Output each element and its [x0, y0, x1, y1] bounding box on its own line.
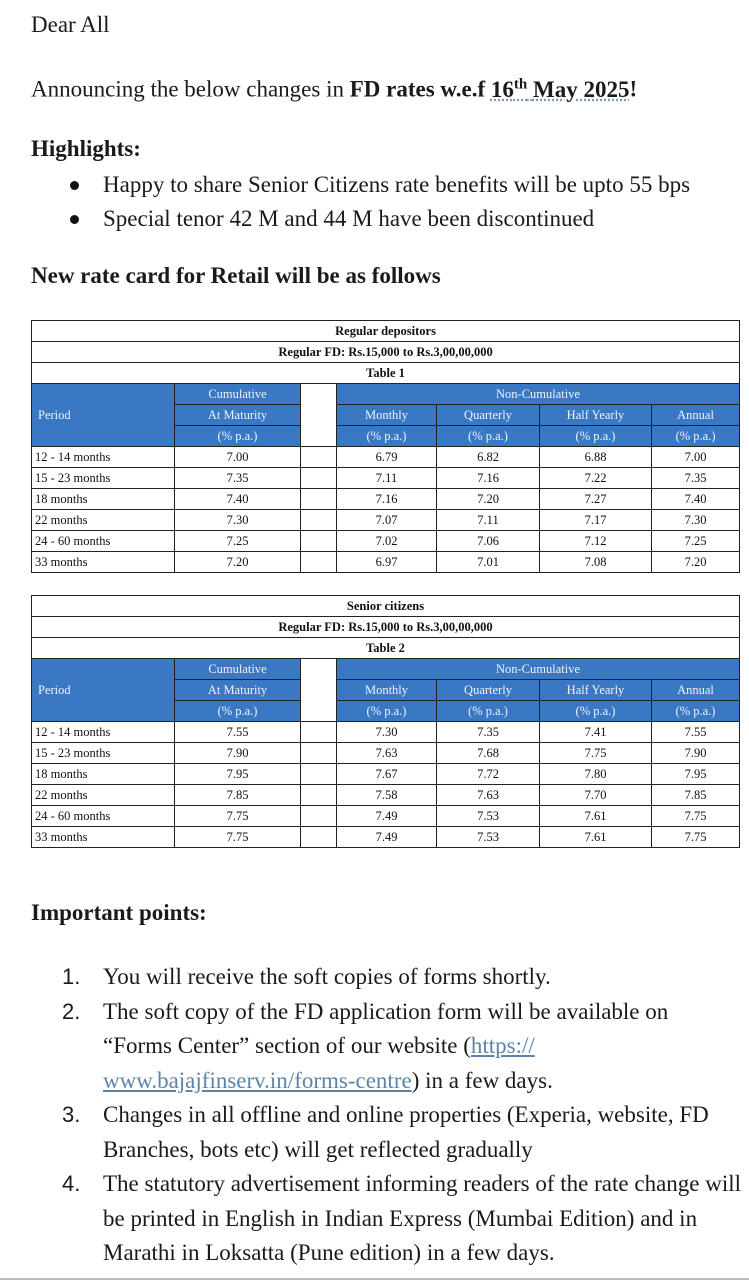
- important-point: 4. The statutory advertisement informing readers of the rate change will be printed in English in Indian Express (Mumbai Edition) and in Marathi in Loksatta (Pune edition) in a few days.: [62, 1167, 742, 1271]
- table-header1: Senior citizens: [32, 596, 740, 617]
- highlight-item: Happy to share Senior Citizens rate benefits will be upto 55 bps: [70, 168, 690, 202]
- col-at-maturity: At Maturity: [175, 405, 301, 426]
- table-header2: Regular FD: Rs.15,000 to Rs.3,00,00,000: [32, 617, 740, 638]
- col-monthly: Monthly: [337, 680, 437, 701]
- table-header3: Table 1: [32, 363, 740, 384]
- cell-period: 22 months: [32, 510, 175, 531]
- table-row: [32, 722, 740, 743]
- cell-half-yearly: 7.12: [540, 531, 652, 552]
- col-unit: (% p.a.): [437, 701, 540, 722]
- col-annual: Annual: [652, 680, 740, 701]
- highlights-list: [70, 168, 690, 236]
- cell-half-yearly: 7.61: [540, 827, 652, 848]
- cell-gap: [301, 552, 337, 573]
- cell-at-maturity: 7.55: [175, 722, 301, 743]
- col-gap: [301, 659, 337, 722]
- table-row: [32, 468, 740, 489]
- cell-half-yearly: 7.80: [540, 764, 652, 785]
- cell-period: 33 months: [32, 552, 175, 573]
- point-number: 2.: [62, 998, 81, 1024]
- cell-monthly: 7.07: [337, 510, 437, 531]
- cell-annual: 7.75: [652, 827, 740, 848]
- cell-annual: 7.25: [652, 531, 740, 552]
- point-number: 4.: [62, 1171, 81, 1196]
- table-header-row: [32, 321, 740, 342]
- point-number: 3.: [62, 1102, 81, 1127]
- col-unit: (% p.a.): [437, 426, 540, 447]
- cell-quarterly: 7.06: [437, 531, 540, 552]
- rate-card-title: New rate card for Retail will be as follows: [31, 263, 441, 288]
- cell-period: 22 months: [32, 785, 175, 806]
- cell-annual: 7.95: [652, 764, 740, 785]
- cell-period: 12 - 14 months: [32, 447, 175, 468]
- cell-gap: [301, 447, 337, 468]
- cell-period: 15 - 23 months: [32, 743, 175, 764]
- highlight-item: Special tenor 42 M and 44 M have been discontinued: [70, 202, 690, 236]
- cell-quarterly: 7.16: [437, 468, 540, 489]
- cell-quarterly: 7.68: [437, 743, 540, 764]
- announcement-bold: FD rates w.e.f 16th May 2025!: [349, 76, 638, 102]
- table-row: [32, 447, 740, 468]
- table-header3: Table 2: [32, 638, 740, 659]
- cell-period: 15 - 23 months: [32, 468, 175, 489]
- col-unit: (% p.a.): [652, 426, 740, 447]
- col-period: Period: [32, 659, 175, 722]
- table-row: [32, 510, 740, 531]
- col-unit: (% p.a.): [175, 426, 301, 447]
- cell-half-yearly: 7.75: [540, 743, 652, 764]
- col-unit: (% p.a.): [540, 426, 652, 447]
- cell-gap: [301, 827, 337, 848]
- cell-monthly: 7.58: [337, 785, 437, 806]
- cell-gap: [301, 743, 337, 764]
- col-half-yearly: Half Yearly: [540, 405, 652, 426]
- cell-at-maturity: 7.35: [175, 468, 301, 489]
- announcement: [31, 76, 637, 103]
- cell-monthly: 7.02: [337, 531, 437, 552]
- col-unit: (% p.a.): [652, 701, 740, 722]
- cell-period: 24 - 60 months: [32, 806, 175, 827]
- col-unit: (% p.a.): [540, 701, 652, 722]
- cell-at-maturity: 7.25: [175, 531, 301, 552]
- cell-gap: [301, 489, 337, 510]
- cell-half-yearly: 7.27: [540, 489, 652, 510]
- table-row: [32, 531, 740, 552]
- table-row: [32, 764, 740, 785]
- important-point: 1. You will receive the soft copies of forms shortly.: [62, 960, 742, 995]
- cell-annual: 7.35: [652, 468, 740, 489]
- cell-at-maturity: 7.75: [175, 827, 301, 848]
- cell-annual: 7.55: [652, 722, 740, 743]
- cell-half-yearly: 7.61: [540, 806, 652, 827]
- col-unit: (% p.a.): [337, 701, 437, 722]
- table-header-row: [32, 596, 740, 617]
- table-header-row: [32, 638, 740, 659]
- col-non-cumulative: Non-Cumulative: [337, 384, 740, 405]
- cell-gap: [301, 531, 337, 552]
- bullet-icon: [70, 215, 79, 224]
- important-points-title: Important points:: [31, 900, 207, 925]
- bullet-icon: [70, 181, 79, 190]
- cell-monthly: 6.97: [337, 552, 437, 573]
- cell-at-maturity: 7.95: [175, 764, 301, 785]
- rate-table-senior: [31, 595, 740, 848]
- cell-at-maturity: 7.30: [175, 510, 301, 531]
- important-point: 3. Changes in all offline and online properties (Experia, website, FD Branches, bots etc) will get reflected gradually: [62, 1098, 742, 1167]
- table-row: [32, 743, 740, 764]
- greeting: Dear All: [31, 12, 110, 37]
- cell-gap: [301, 806, 337, 827]
- cell-quarterly: 7.20: [437, 489, 540, 510]
- cell-quarterly: 7.53: [437, 806, 540, 827]
- table-header-row: [32, 363, 740, 384]
- cell-period: 24 - 60 months: [32, 531, 175, 552]
- col-gap: [301, 384, 337, 447]
- forms-centre-link[interactable]: https:// www.bajajfinserv.in/forms-centre: [103, 1033, 535, 1093]
- rate-table-regular: [31, 320, 740, 573]
- cell-half-yearly: 7.70: [540, 785, 652, 806]
- col-annual: Annual: [652, 405, 740, 426]
- cell-annual: 7.40: [652, 489, 740, 510]
- col-quarterly: Quarterly: [437, 680, 540, 701]
- cell-monthly: 7.49: [337, 827, 437, 848]
- cell-annual: 7.90: [652, 743, 740, 764]
- cell-period: 18 months: [32, 764, 175, 785]
- table-header-row: [32, 342, 740, 363]
- cell-quarterly: 7.35: [437, 722, 540, 743]
- cell-monthly: 7.67: [337, 764, 437, 785]
- cell-period: 33 months: [32, 827, 175, 848]
- cell-half-yearly: 7.22: [540, 468, 652, 489]
- cell-monthly: 6.79: [337, 447, 437, 468]
- table-row: [32, 806, 740, 827]
- table-header1: Regular depositors: [32, 321, 740, 342]
- cell-monthly: 7.11: [337, 468, 437, 489]
- table-row: [32, 785, 740, 806]
- col-cumulative: Cumulative: [175, 659, 301, 680]
- cell-annual: 7.85: [652, 785, 740, 806]
- cell-at-maturity: 7.75: [175, 806, 301, 827]
- col-at-maturity: At Maturity: [175, 680, 301, 701]
- cell-annual: 7.00: [652, 447, 740, 468]
- col-non-cumulative: Non-Cumulative: [337, 659, 740, 680]
- table-header-row: [32, 617, 740, 638]
- cell-at-maturity: 7.85: [175, 785, 301, 806]
- cell-quarterly: 7.11: [437, 510, 540, 531]
- cell-monthly: 7.16: [337, 489, 437, 510]
- column-header-row: [32, 659, 740, 680]
- cell-gap: [301, 510, 337, 531]
- cell-quarterly: 6.82: [437, 447, 540, 468]
- cell-gap: [301, 468, 337, 489]
- important-point: 2. The soft copy of the FD application form will be available on “Forms Center” section of our website (https:// www.bajajfinserv.in/forms-centre) in a few days.: [62, 995, 742, 1099]
- cell-at-maturity: 7.20: [175, 552, 301, 573]
- cell-quarterly: 7.01: [437, 552, 540, 573]
- cell-quarterly: 7.53: [437, 827, 540, 848]
- table-row: [32, 827, 740, 848]
- cell-gap: [301, 764, 337, 785]
- col-quarterly: Quarterly: [437, 405, 540, 426]
- col-unit: (% p.a.): [175, 701, 301, 722]
- cell-period: 12 - 14 months: [32, 722, 175, 743]
- col-period: Period: [32, 384, 175, 447]
- cell-monthly: 7.63: [337, 743, 437, 764]
- cell-at-maturity: 7.90: [175, 743, 301, 764]
- cell-monthly: 7.30: [337, 722, 437, 743]
- table-row: [32, 552, 740, 573]
- cell-half-yearly: 7.41: [540, 722, 652, 743]
- point-number: 1.: [62, 964, 81, 989]
- column-header-row: [32, 384, 740, 405]
- cell-quarterly: 7.72: [437, 764, 540, 785]
- cell-annual: 7.20: [652, 552, 740, 573]
- cell-monthly: 7.49: [337, 806, 437, 827]
- table-row: [32, 489, 740, 510]
- important-points-list: [62, 960, 742, 1271]
- cell-gap: [301, 785, 337, 806]
- col-half-yearly: Half Yearly: [540, 680, 652, 701]
- cell-period: 18 months: [32, 489, 175, 510]
- cell-half-yearly: 7.17: [540, 510, 652, 531]
- cell-annual: 7.75: [652, 806, 740, 827]
- table-header2: Regular FD: Rs.15,000 to Rs.3,00,00,000: [32, 342, 740, 363]
- cell-half-yearly: 6.88: [540, 447, 652, 468]
- cell-half-yearly: 7.08: [540, 552, 652, 573]
- col-monthly: Monthly: [337, 405, 437, 426]
- highlights-title: Highlights:: [31, 136, 141, 161]
- cell-quarterly: 7.63: [437, 785, 540, 806]
- col-cumulative: Cumulative: [175, 384, 301, 405]
- announcement-date: 16th May 2025: [490, 76, 630, 102]
- col-unit: (% p.a.): [337, 426, 437, 447]
- cell-at-maturity: 7.00: [175, 447, 301, 468]
- cell-at-maturity: 7.40: [175, 489, 301, 510]
- announcement-prefix: Announcing the below changes in: [31, 76, 350, 102]
- cell-gap: [301, 722, 337, 743]
- cell-annual: 7.30: [652, 510, 740, 531]
